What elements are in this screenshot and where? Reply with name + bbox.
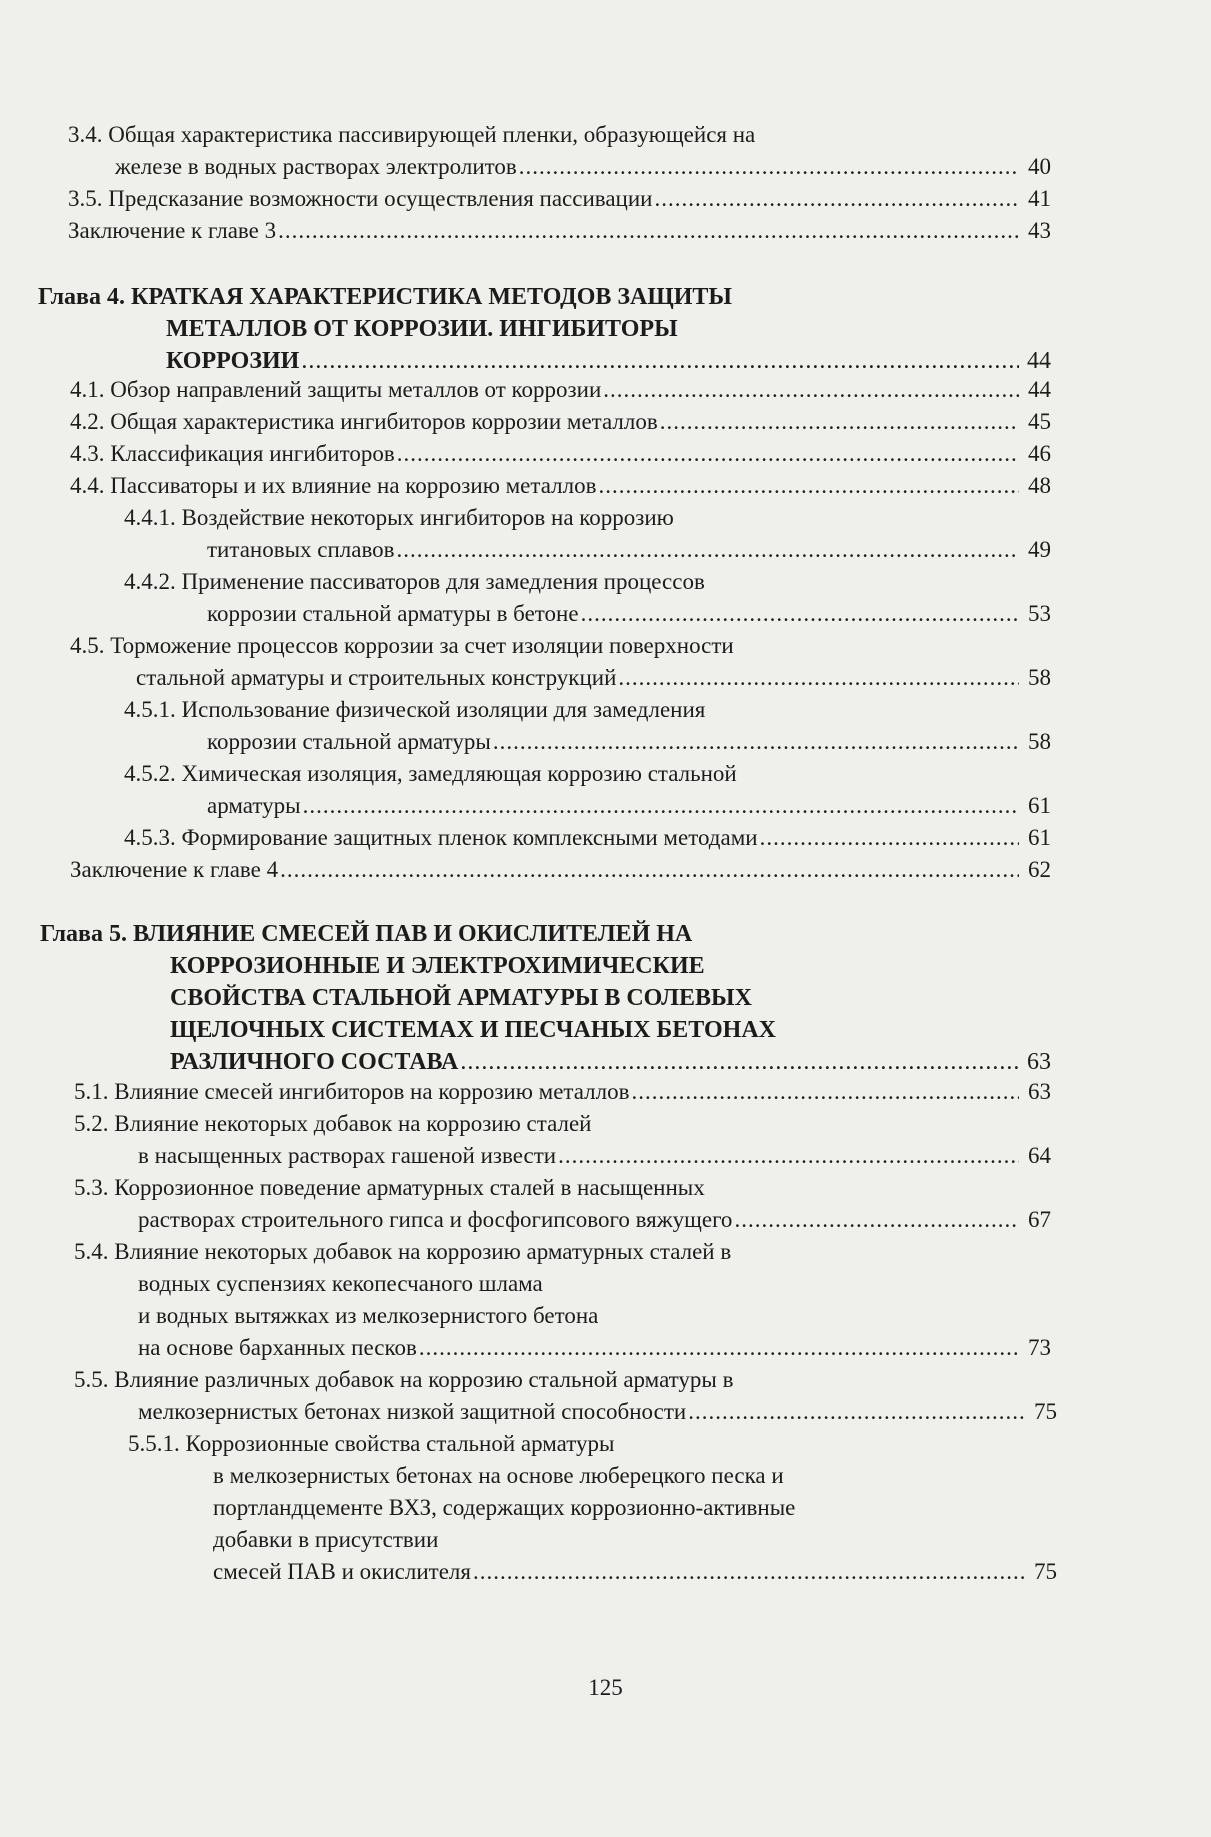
leader-dots [397, 534, 1019, 566]
toc-page-number: 63 [1027, 1049, 1051, 1075]
leader-dots [280, 854, 1019, 886]
toc-page-number: 44 [1027, 348, 1051, 374]
toc-page-number: 67 [1028, 1207, 1051, 1232]
chapter-title-line: РАЗЛИЧНОГО СОСТАВА [170, 1049, 459, 1075]
leader-dots [519, 151, 1019, 183]
toc-page-number: 61 [1028, 793, 1051, 818]
toc-entry-line: 4.5.1. Использование физической изоляции для замедления [124, 697, 706, 722]
chapter-title-line: СВОЙСТВА СТАЛЬНОЙ АРМАТУРЫ В СОЛЕВЫХ [170, 985, 752, 1011]
toc-page-number: 62 [1028, 857, 1051, 882]
toc-entry-line: стальной арматуры и строительных конструкций [136, 665, 617, 690]
toc-entry-line: 5.3. Коррозионное поведение арматурных сталей в насыщенных [74, 1175, 705, 1200]
leader-dots [734, 1204, 1019, 1236]
leader-dots [618, 662, 1019, 694]
toc-entry-line: 4.5.3. Формирование защитных пленок комплексными методами [124, 825, 758, 850]
toc-entry-4-2 [70, 406, 1051, 438]
leader-dots [631, 1076, 1019, 1108]
toc-page-number: 44 [1028, 377, 1051, 402]
toc-entry-line: 4.4. Пассиваторы и их влияние на коррозию металлов [70, 473, 597, 498]
toc-entry-conclusion-4 [70, 854, 1051, 886]
leader-dots [558, 1140, 1019, 1172]
toc-entry-line: коррозии стальной арматуры [207, 729, 491, 754]
toc-entry-line: железе в водных растворах электролитов [115, 154, 517, 179]
leader-dots [654, 183, 1019, 215]
toc-entry-line: 3.5. Предсказание возможности осуществления пассивации [68, 186, 653, 211]
leader-dots [397, 438, 1019, 470]
toc-page-number: 45 [1028, 409, 1051, 434]
chapter-title-line: Глава 4. КРАТКАЯ ХАРАКТЕРИСТИКА МЕТОДОВ ЗАЩИТЫ [38, 284, 732, 310]
toc-page-number: 48 [1028, 473, 1051, 498]
toc-entry-5-5-1 [128, 1428, 1057, 1588]
toc-entry-line: в мелкозернистых бетонах на основе люберецкого песка и [213, 1463, 784, 1488]
toc-entry-line: 4.2. Общая характеристика ингибиторов коррозии металлов [70, 409, 658, 434]
toc-entry-4-4-1 [124, 502, 1051, 566]
toc-entry-line: титановых сплавов [207, 537, 395, 562]
leader-dots [603, 374, 1019, 406]
toc-entry-line: в насыщенных растворах гашеной извести [138, 1143, 557, 1168]
toc-page-number: 46 [1028, 441, 1051, 466]
toc-entry-line: 5.5.1. Коррозионные свойства стальной арматуры [128, 1431, 615, 1456]
chapter-title-line: Глава 5. ВЛИЯНИЕ СМЕСЕЙ ПАВ И ОКИСЛИТЕЛЕЙ НА [40, 921, 693, 947]
toc-entry-line: арматуры [207, 793, 301, 818]
toc-entry-3-4 [68, 119, 1051, 183]
toc-entry-5-3 [74, 1172, 1051, 1236]
toc-entry-3-5 [68, 183, 1051, 215]
toc-page-number: 64 [1028, 1143, 1051, 1168]
toc-entry-4-1 [70, 374, 1051, 406]
toc-page-number: 61 [1028, 825, 1051, 850]
toc-page-number: 63 [1028, 1079, 1051, 1104]
toc-entry-line: 5.2. Влияние некоторых добавок на коррозию сталей [74, 1111, 592, 1136]
toc-entry-line: 4.5. Торможение процессов коррозии за счет изоляции поверхности [70, 633, 734, 658]
leader-dots [660, 406, 1019, 438]
toc-entry-line: на основе барханных песков [138, 1335, 417, 1360]
chapter-title-line: ЩЕЛОЧНЫХ СИСТЕМАХ И ПЕСЧАНЫХ БЕТОНАХ [170, 1017, 776, 1043]
toc-entry-5-5 [74, 1364, 1057, 1428]
chapter-title-line: МЕТАЛЛОВ ОТ КОРРОЗИИ. ИНГИБИТОРЫ [166, 316, 678, 342]
toc-entry-line: Заключение к главе 3 [68, 218, 277, 243]
page-number: 125 [588, 1675, 623, 1700]
toc-entry-line: смесей ПАВ и окислителя [213, 1559, 471, 1584]
leader-dots [581, 598, 1019, 630]
toc-page-number: 58 [1028, 665, 1051, 690]
leader-dots [760, 822, 1019, 854]
leader-dots [419, 1332, 1019, 1364]
toc-entry-line: мелкозернистых бетонах низкой защитной способности [138, 1399, 687, 1424]
toc-page-number: 49 [1028, 537, 1051, 562]
toc-entry-line: 4.3. Классификация ингибиторов [70, 441, 395, 466]
toc-page-number: 40 [1028, 154, 1051, 179]
leader-dots [303, 790, 1019, 822]
chapter-title-line: КОРРОЗИИ [166, 348, 300, 374]
chapter-title-line: КОРРОЗИОННЫЕ И ЭЛЕКТРОХИМИЧЕСКИЕ [170, 953, 705, 979]
toc-entry-5-1 [74, 1076, 1051, 1108]
toc-entry-4-5-2 [124, 758, 1051, 822]
toc-entry-line: 5.4. Влияние некоторых добавок на коррозию арматурных сталей в [74, 1239, 732, 1264]
toc-entry-line: Заключение к главе 4 [70, 857, 279, 882]
toc-entry-4-4 [70, 470, 1051, 502]
toc-entry-conclusion-3 [68, 215, 1051, 247]
toc-entry-line: и водных вытяжках из мелкозернистого бетона [138, 1303, 599, 1328]
toc-entry-line: портландцементе ВХЗ, содержащих коррозионно-активные [213, 1495, 796, 1520]
toc-page-number: 75 [1034, 1559, 1057, 1584]
toc-page-number: 41 [1028, 186, 1051, 211]
toc-entry-5-4 [74, 1236, 1051, 1364]
leader-dots [301, 345, 1019, 377]
toc-entry-4-5-1 [124, 694, 1051, 758]
toc-entry-line: водных суспензиях кекопесчаного шлама [138, 1271, 543, 1296]
toc-page-number: 75 [1034, 1399, 1057, 1424]
toc-entry-5-2 [74, 1108, 1051, 1172]
toc-page-number: 58 [1028, 729, 1051, 754]
toc-entry-4-5 [70, 630, 1051, 694]
leader-dots [278, 215, 1019, 247]
toc-entry-line: 4.1. Обзор направлений защиты металлов от коррозии [70, 377, 602, 402]
toc-entry-4-4-2 [124, 566, 1051, 630]
toc-entry-line: 4.4.1. Воздействие некоторых ингибиторов на коррозию [124, 505, 674, 530]
toc-entry-4-5-3 [124, 822, 1051, 854]
toc-entry-line: растворах строительного гипса и фосфогипсового вяжущего [138, 1207, 733, 1232]
toc-page-number: 73 [1028, 1335, 1051, 1360]
toc-page-number: 43 [1028, 218, 1051, 243]
toc-chapter-4 [38, 281, 1051, 377]
toc-entry-line: 5.5. Влияние различных добавок на коррозию стальной арматуры в [74, 1367, 734, 1392]
toc-entry-line: 3.4. Общая характеристика пассивирующей пленки, образующейся на [68, 122, 756, 147]
toc-entry-line: добавки в присутствии [213, 1527, 439, 1552]
leader-dots [473, 1556, 1025, 1588]
toc-page-number: 53 [1028, 601, 1051, 626]
toc-entry-line: 4.5.2. Химическая изоляция, замедляющая коррозию стальной [124, 761, 737, 786]
toc-entry-line: 4.4.2. Применение пассиваторов для замедления процессов [124, 569, 705, 594]
leader-dots [460, 1046, 1019, 1078]
toc-entry-line: 5.1. Влияние смесей ингибиторов на коррозию металлов [74, 1079, 630, 1104]
leader-dots [493, 726, 1019, 758]
leader-dots [688, 1396, 1025, 1428]
toc-entry-4-3 [70, 438, 1051, 470]
leader-dots [598, 470, 1019, 502]
toc-chapter-5 [40, 918, 1051, 1078]
toc-entry-line: коррозии стальной арматуры в бетоне [207, 601, 579, 626]
